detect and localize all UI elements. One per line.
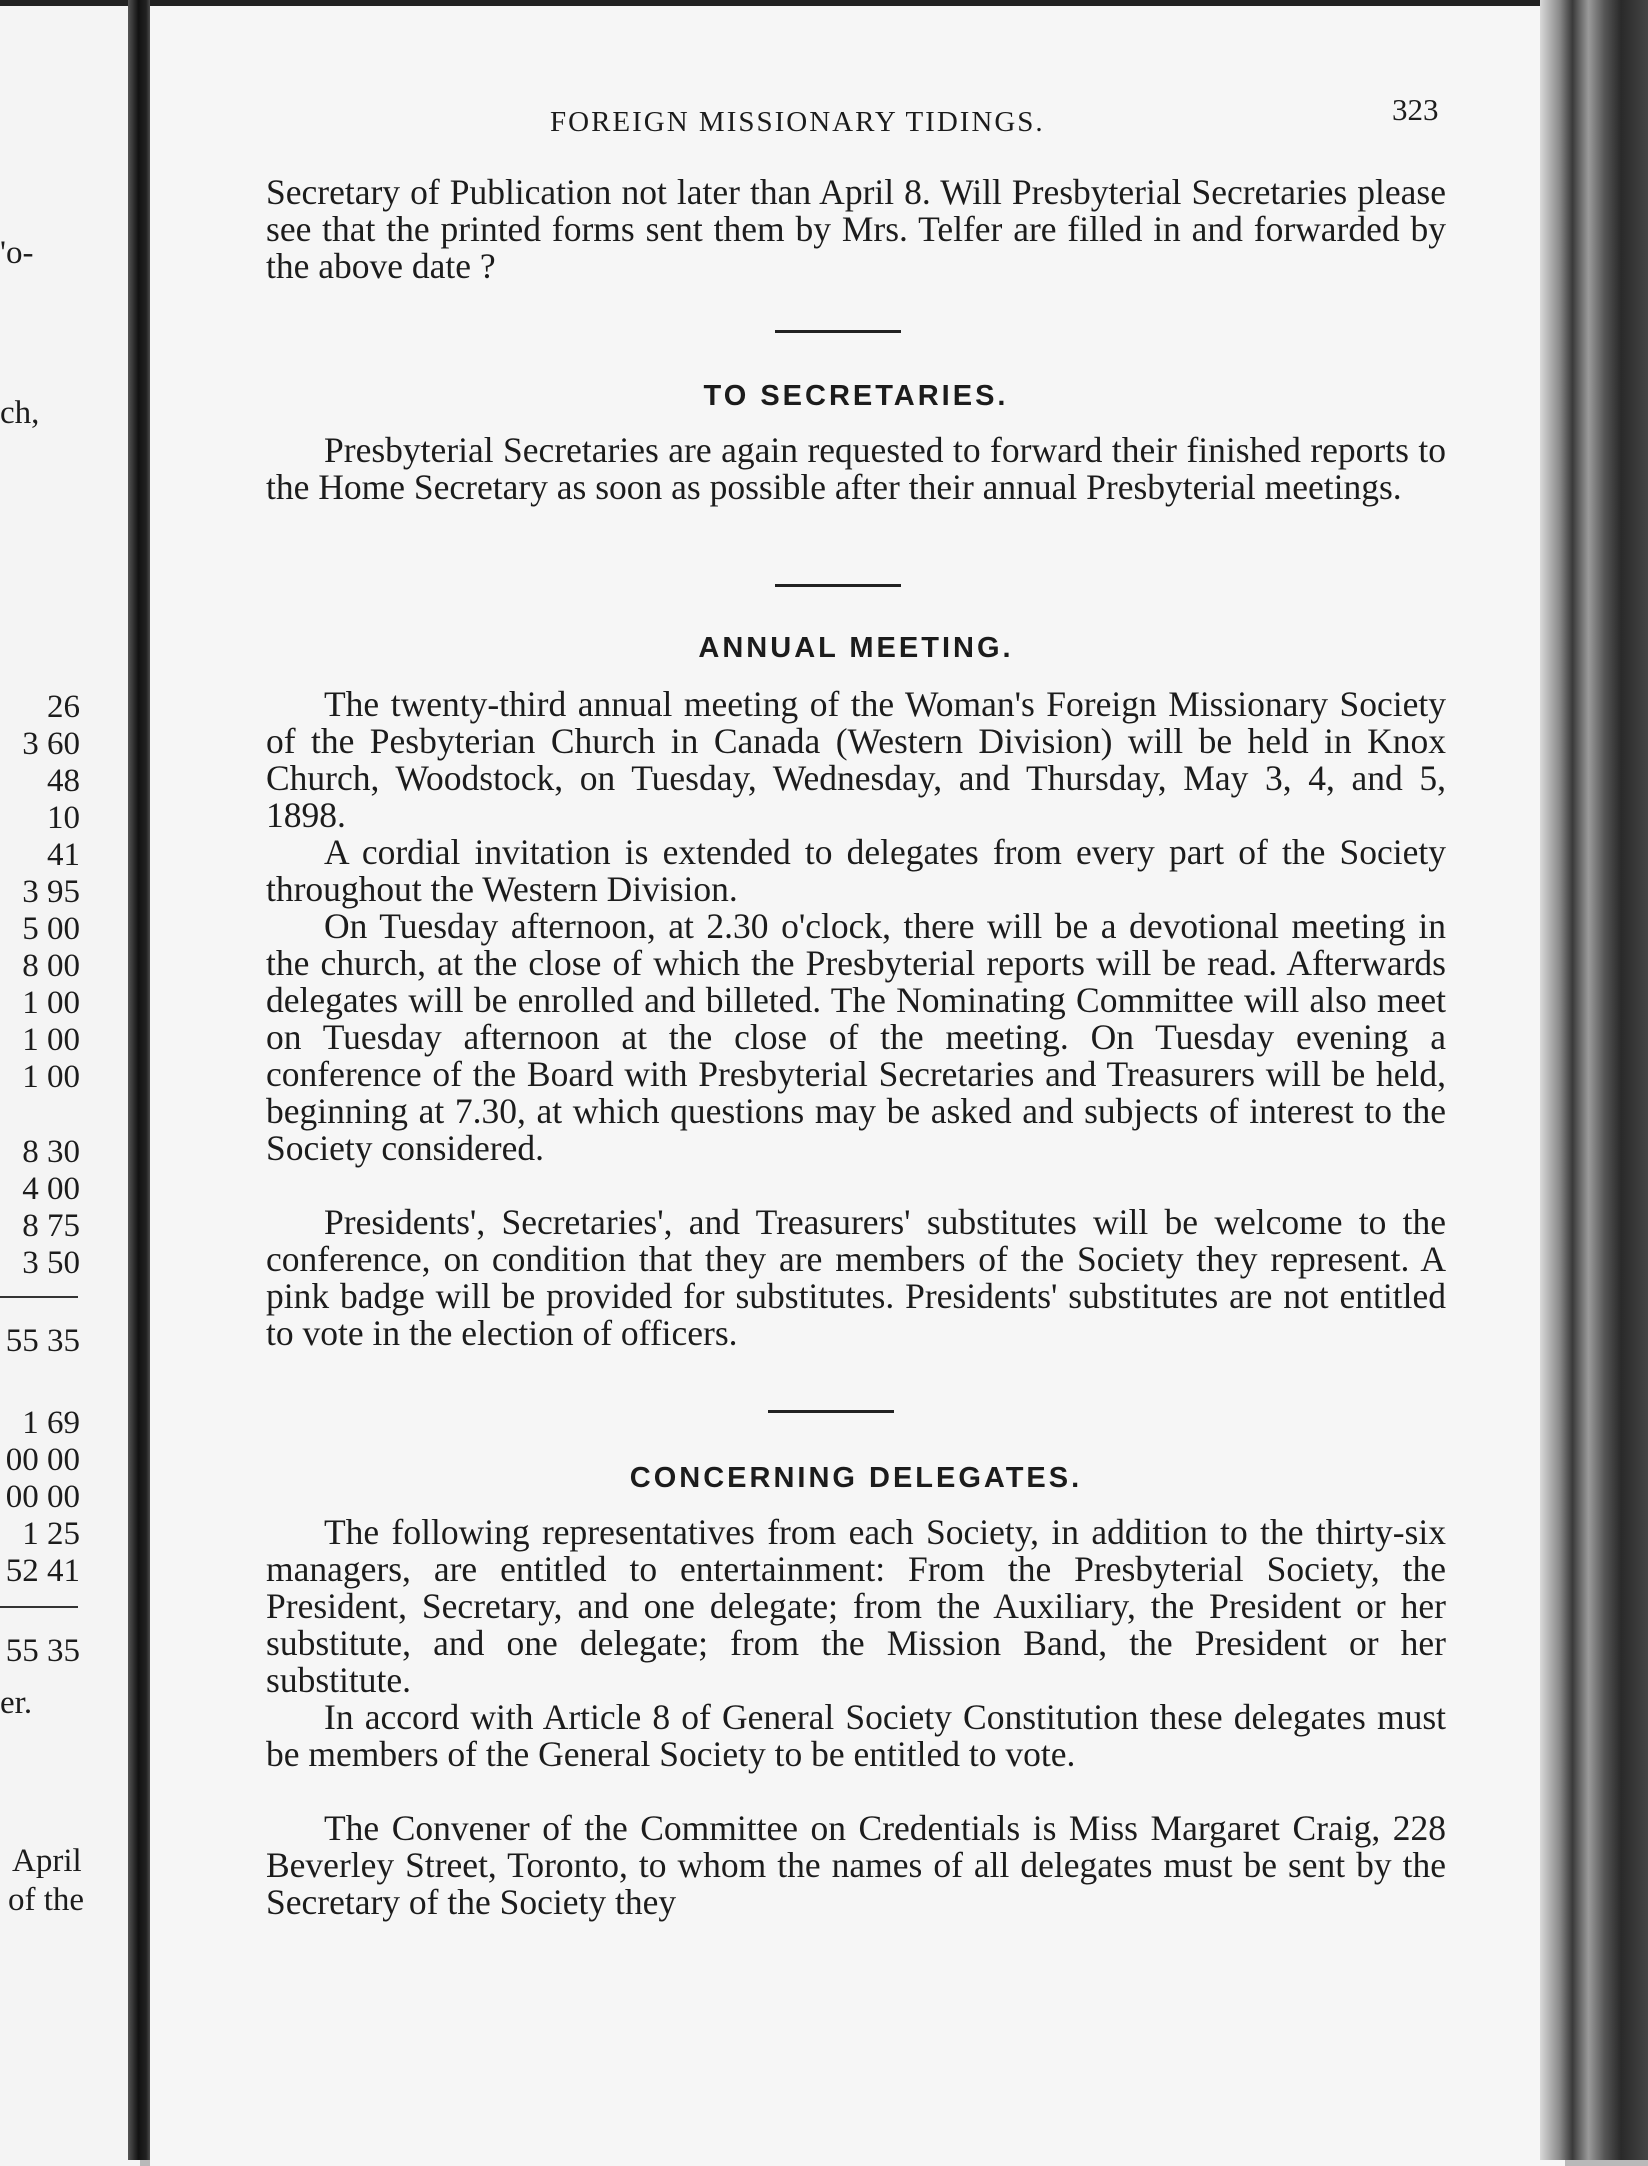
- left-page-number: 55 35: [5, 1323, 80, 1359]
- left-page-number: 8 00: [22, 948, 80, 984]
- left-page-number: 5 00: [22, 911, 80, 947]
- left-page-number: 1 25: [22, 1516, 80, 1552]
- book-page-edges: [1540, 0, 1648, 2160]
- left-page-number: 4 00: [22, 1171, 80, 1207]
- left-page-text: April: [12, 1843, 82, 1879]
- left-page-fragment: [0, 0, 140, 2166]
- section-divider: [775, 330, 901, 333]
- section-title-concerning-delegates: CONCERNING DELEGATES.: [629, 1462, 1083, 1494]
- left-page-number: 3 50: [22, 1245, 80, 1281]
- section-title-annual-meeting: ANNUAL MEETING.: [698, 632, 1014, 664]
- intro-paragraph: Secretary of Publication not later than April 8. Will Presbyterial Secretaries please see that the printed forms sent them by Mrs. Telfer are filled in and forwarded by the above date ?: [266, 172, 1446, 286]
- left-page-number: 8 75: [22, 1208, 80, 1244]
- left-page-number: 1 00: [22, 1022, 80, 1058]
- running-head: FOREIGN MISSIONARY TIDINGS.: [550, 106, 1045, 138]
- left-page-number: 52 41: [5, 1553, 80, 1589]
- section-divider: [768, 1410, 894, 1413]
- annual-meeting-paragraph: Presidents', Secretaries', and Treasurers' substitutes will be welcome to the conference, on condition that they are members of the Society they represent. A pink badge will be provided for substitutes. Presidents' substitutes are not entitled to vote in the election of officers.: [266, 1202, 1446, 1353]
- concerning-delegates-paragraph: The Convener of the Committee on Credentials is Miss Margaret Craig, 228 Beverley Street, Toronto, to whom the names of all delegates must be sent by the Secretary of the Society they: [266, 1808, 1446, 1922]
- left-page-text: er.: [0, 1685, 33, 1721]
- left-page-text: ch,: [0, 395, 40, 431]
- section-title-to-secretaries: TO SECRETARIES.: [703, 380, 1009, 412]
- annual-meeting-paragraph: On Tuesday afternoon, at 2.30 o'clock, there will be a devotional meeting in the church, at the close of which the Presbyterial reports will be read. Afterwards delegates will be enrolled and billeted. The Nominating Committee will also meet on Tuesday afternoon at the close of the meeting. On Tuesday evening a conference of the Board with Presbyterial Secretaries and Treasurers will be held, beginning at 7.30, at which questions may be asked and subjects of interest to the Society considered.: [266, 906, 1446, 1168]
- left-page-number: 1 69: [22, 1405, 80, 1441]
- annual-meeting-paragraph: The twenty-third annual meeting of the Woman's Foreign Missionary Society of the Pesbyterian Church in Canada (Western Division) will be held in Knox Church, Woodstock, on Tuesday, Wednesday, and Thursday, May 3, 4, and 5, 1898.: [266, 684, 1446, 835]
- left-page-number: 10: [47, 800, 80, 836]
- left-page-text: of the: [8, 1882, 85, 1918]
- left-page-number: 48: [47, 763, 80, 799]
- left-page-number: 1 00: [22, 985, 80, 1021]
- left-page-text: 'o-: [0, 235, 34, 271]
- main-page: [150, 0, 1565, 2166]
- page-number: 323: [1392, 92, 1439, 127]
- left-page-number: 3 95: [22, 874, 80, 910]
- to-secretaries-paragraph: Presbyterial Secretaries are again requested to forward their finished reports to the Home Secretary as soon as possible after their annual Presbyterial meetings.: [266, 430, 1446, 507]
- left-page-rule: [0, 1606, 78, 1608]
- left-page-number: 8 30: [22, 1134, 80, 1170]
- annual-meeting-paragraph: A cordial invitation is extended to delegates from every part of the Society throughout the Western Division.: [266, 832, 1446, 909]
- left-page-rule: [0, 1296, 78, 1298]
- left-page-number: 55 35: [5, 1633, 80, 1669]
- concerning-delegates-paragraph: In accord with Article 8 of General Society Constitution these delegates must be members of the General Society to be entitled to vote.: [266, 1697, 1446, 1774]
- left-page-number: 41: [47, 837, 80, 873]
- left-page-number: 00 00: [5, 1442, 80, 1478]
- left-page-number: 00 00: [5, 1479, 80, 1515]
- left-page-number: 1 00: [22, 1059, 80, 1095]
- section-divider: [775, 584, 901, 587]
- concerning-delegates-paragraph: The following representatives from each Society, in addition to the thirty-six managers, are entitled to entertainment: From the Presbyterial Society, the President, Secretary, and one delegate; from the Auxiliary, the President or her substitute, and one delegate; from the Mission Band, the President or her substitute.: [266, 1512, 1446, 1700]
- left-page-number: 26: [47, 689, 80, 725]
- left-page-number: 3 60: [22, 726, 80, 762]
